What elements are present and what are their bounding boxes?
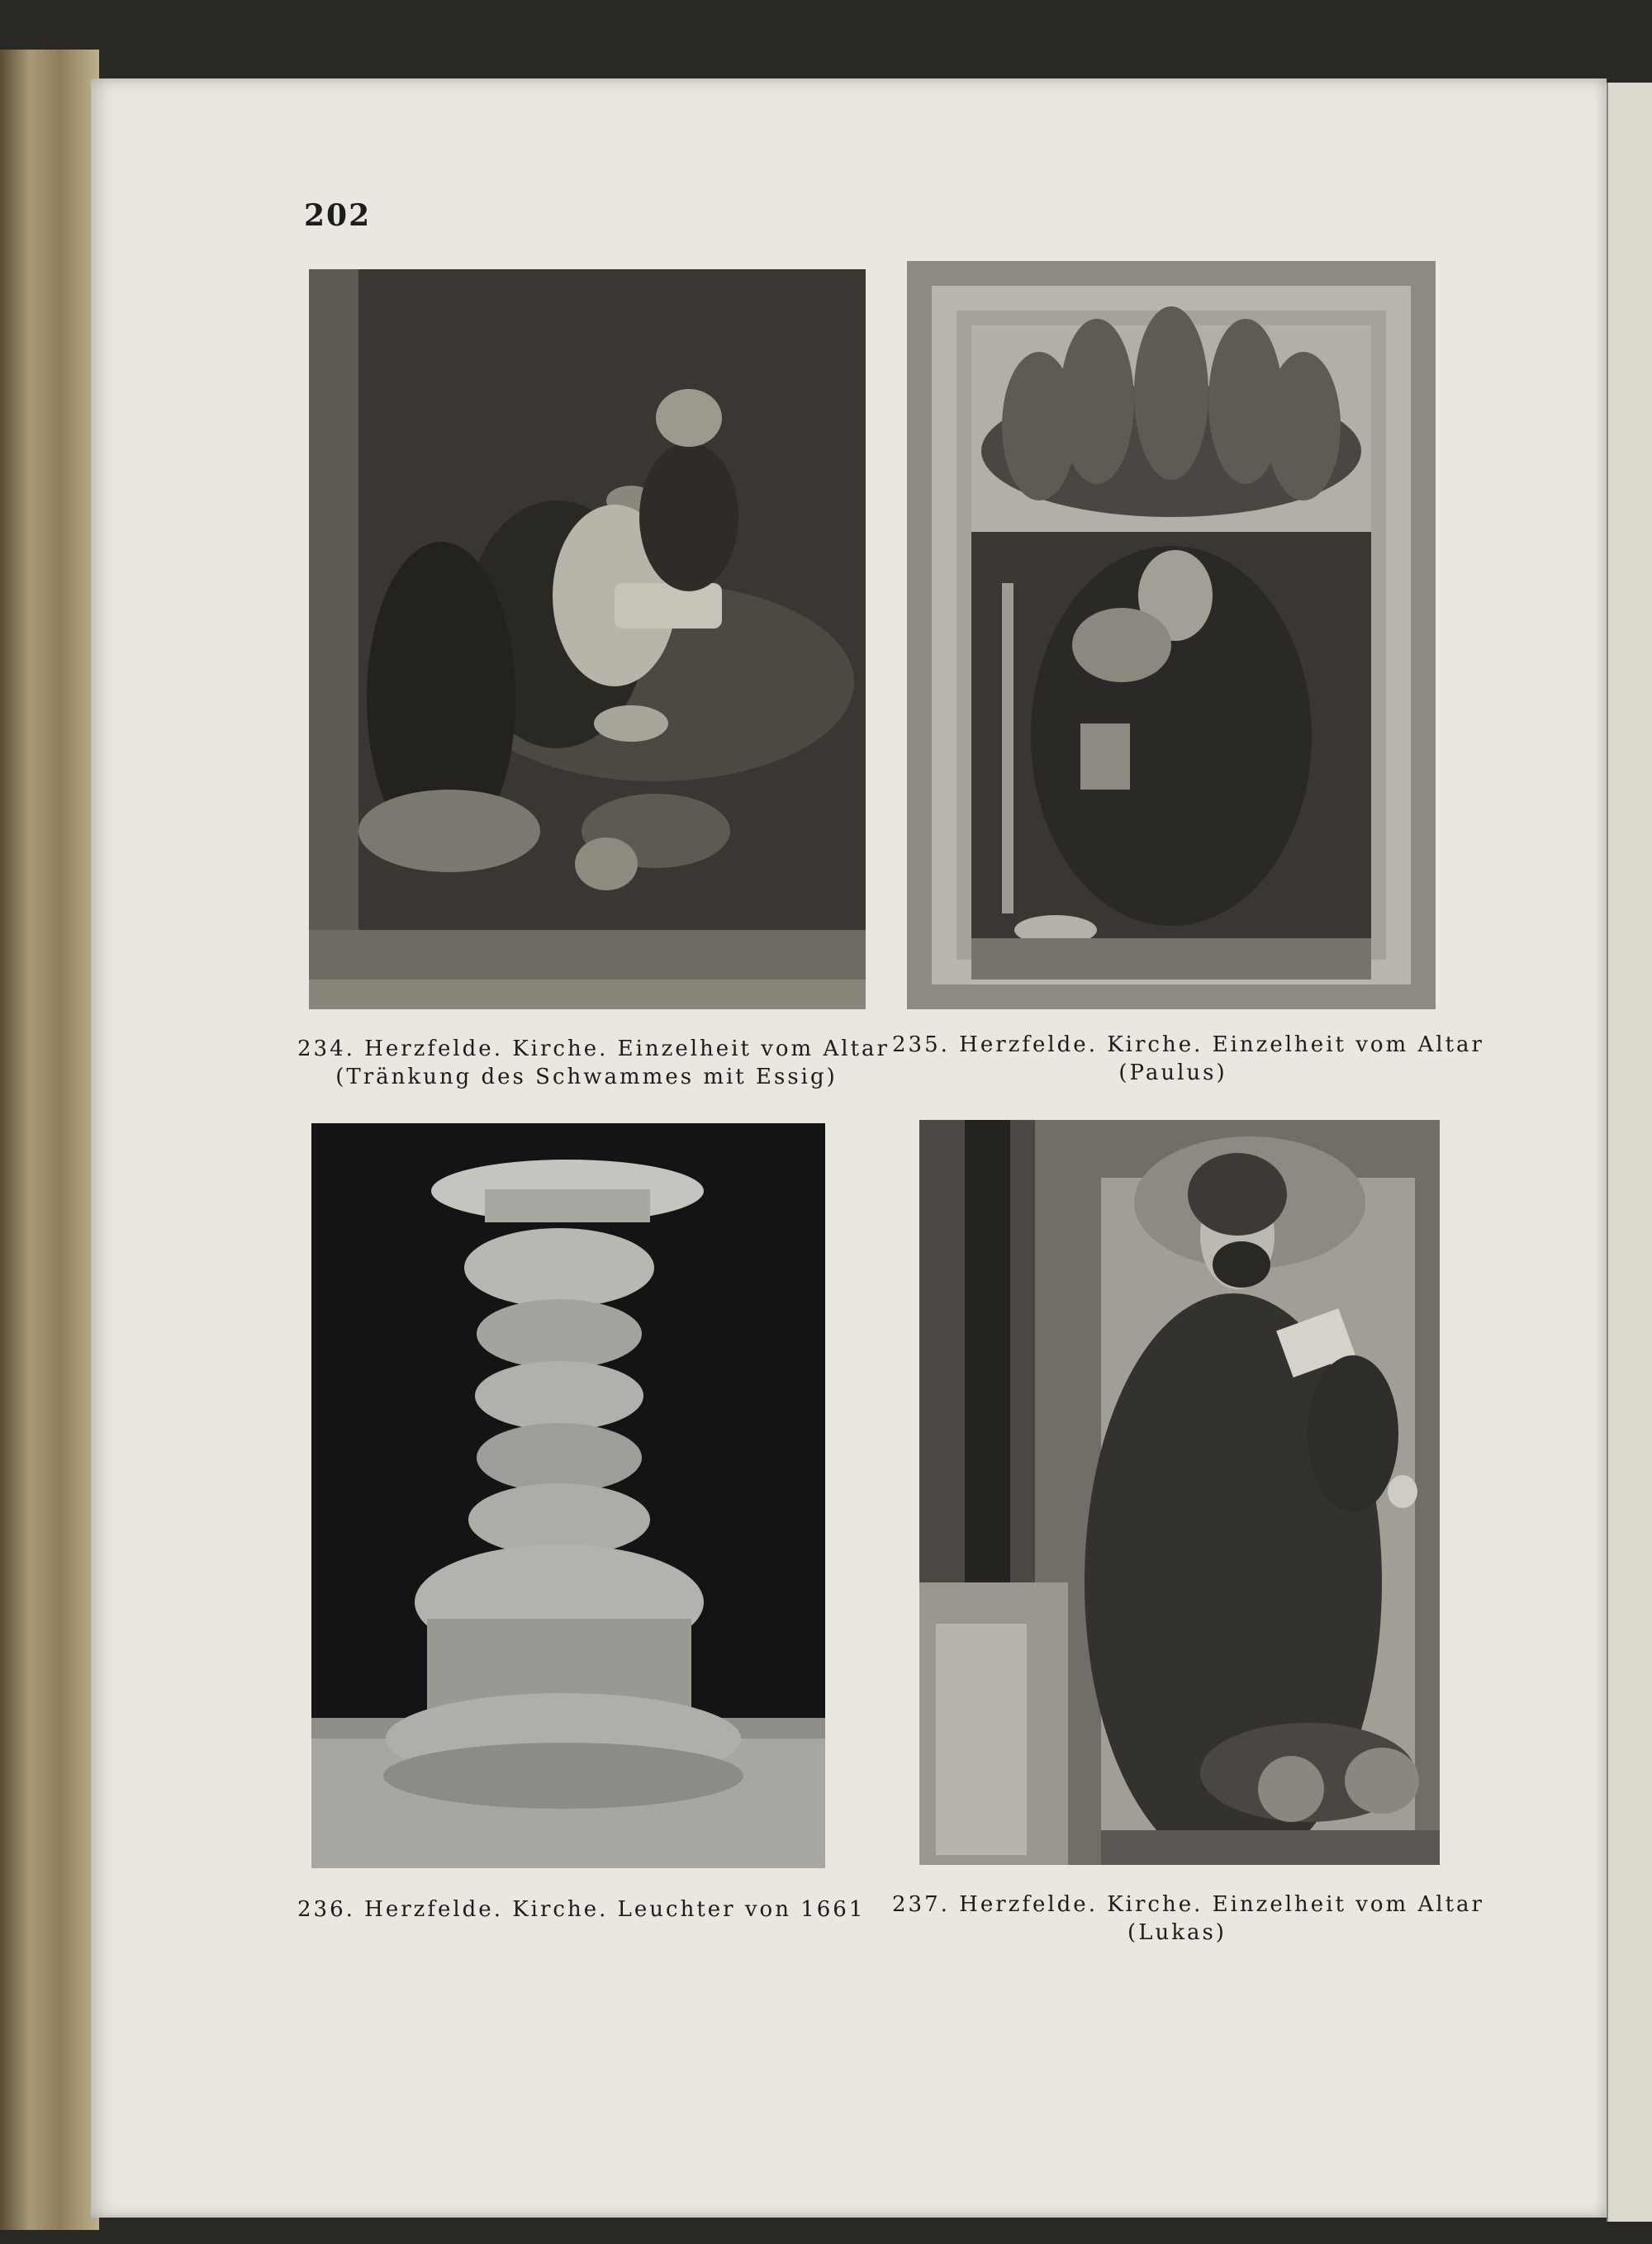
caption-figure-236 (297, 1895, 866, 1924)
page-number: 202 (304, 198, 372, 233)
caption-line: 235. Herzfelde. Kirche. Einzelheit vom Altar (892, 1032, 1484, 1057)
caption-line: (Tränkung des Schwammes mit Essig) (335, 1065, 838, 1089)
caption-line: 237. Herzfelde. Kirche. Einzelheit vom Altar (892, 1892, 1484, 1917)
photo-figure-237 (919, 1120, 1440, 1865)
facing-page-edge (1607, 83, 1652, 2222)
caption-line: 236. Herzfelde. Kirche. Leuchter von 1661 (297, 1897, 866, 1922)
photo-figure-236 (311, 1123, 825, 1868)
photo-figure-235 (907, 261, 1436, 1009)
caption-figure-235 (892, 1031, 1484, 1087)
caption-figure-234 (297, 1035, 890, 1091)
caption-figure-237 (892, 1891, 1484, 1947)
photo-figure-234 (309, 269, 866, 1009)
caption-line: 234. Herzfelde. Kirche. Einzelheit vom Altar (297, 1037, 890, 1061)
book-binding (0, 50, 99, 2230)
caption-line: (Lukas) (1127, 1920, 1227, 1945)
caption-line: (Paulus) (1118, 1060, 1227, 1085)
